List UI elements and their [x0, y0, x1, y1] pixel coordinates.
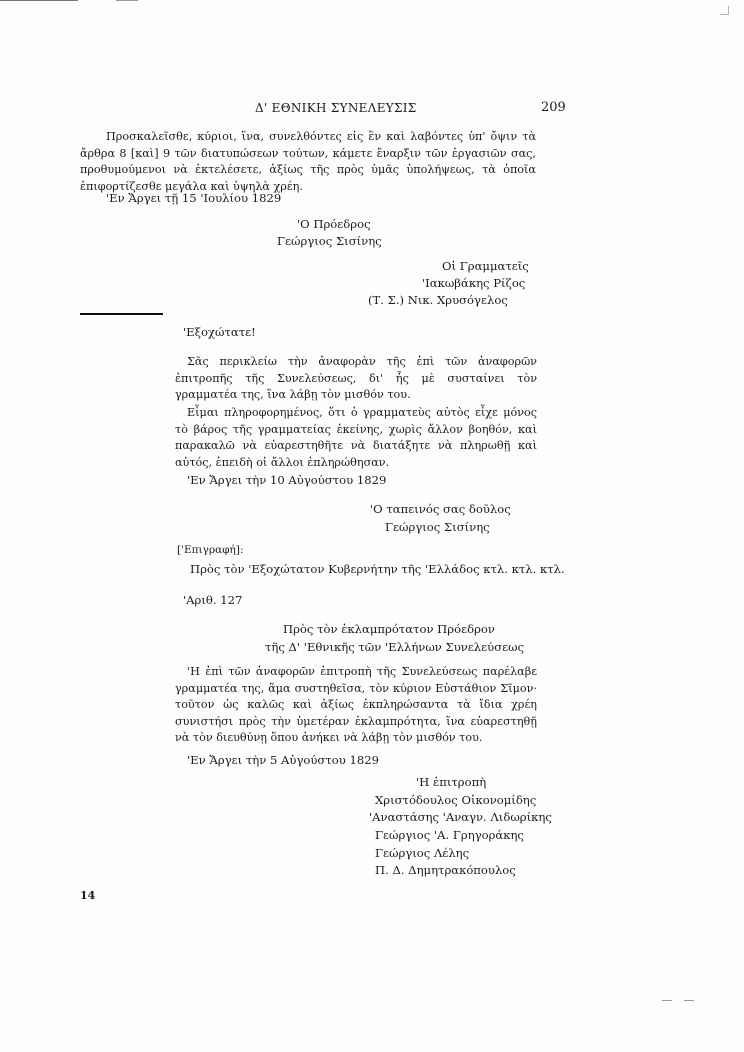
- page-number: 209: [541, 100, 566, 115]
- letter3-date: 'Εν Ἄργει τὴν 5 Αὐγούστου 1829: [187, 753, 379, 767]
- crop-mark: [720, 6, 729, 15]
- scan-edge-mark: [662, 1000, 672, 1001]
- letter1-president-title: 'Ο Πρόεδρος: [297, 217, 371, 231]
- scan-edge-mark: [684, 1000, 694, 1001]
- letter2-paragraph-2: Εἶμαι πληροφορημένος, ὅτι ὁ γραμματεὺς αὐτὸς εἶχε μόνος τὸ βάρος τῆς γραμματείας ἐκείνης, χωρὶς ἄλλον βοηθόν, καὶ παρακαλῶ νὰ εὐαρεστηθῆτε νὰ διατάξητε νὰ πληρωθῇ καὶ αὐτός, ἐπειδὴ οἱ ἄλλοι ἐπληρώθησαν.: [175, 406, 537, 469]
- committee-member: Χριστόδουλος Οἰκονομίδης: [375, 793, 537, 807]
- committee-member: Γεώργιος 'Α. Γρηγοράκης: [375, 828, 524, 842]
- letter1-secretary-1: 'Ιακωβάκης Ρίζος: [422, 276, 526, 290]
- letter1-body: Προσκαλεῖσθε, κύριοι, ἵνα, συνελθόντες εἰς ἓν καὶ λαβόντες ὑπ' ὄψιν τὰ ἄρθρα 8 [καὶ] 9 τῶν διατυπώσεων τούτων, κάμετε ἔναρξιν τῶν ἐργασιῶν σας, προθυμούμενοι νὰ ἐκτελέσετε, ἀξίως τῆς πρὸς ὑμᾶς ὑπολήψεως, τὰ ὁποῖα ἐπιφορτίζεσθε μεγάλα καὶ ὑψηλὰ χρέη.: [80, 130, 536, 193]
- letter3-body: 'Η ἐπὶ τῶν ἀναφορῶν ἐπιτροπὴ τῆς Συνελεύσεως παρέλαβε γραμματέα της, ἅμα συστηθεῖσα, τὸν κύριον Εὐστάθιον Σῖμον· τοῦτον ὡς καλῶς καὶ ἀξίως ἐκπληρώσαντα τὰ ἴδια χρέη συνιστήσι πρὸς τὴν ὑμετέραν ἐκλαμπρότητα, ἵνα εὐαρεστηθῇ νὰ τὸν διευθύνῃ ὅπου ἀνήκει νὰ λάβῃ τὸν μισθόν του.: [175, 665, 537, 744]
- letter1-president-name: Γεώργιος Σισίνης: [277, 234, 382, 248]
- letter2-date: 'Εν Ἄργει τὴν 10 Αὐγούστου 1829: [187, 473, 387, 487]
- committee-title: 'Η ἐπιτροπὴ: [416, 775, 487, 789]
- committee-member: Π. Δ. Δημητρακόπουλος: [375, 863, 516, 877]
- scan-edge-mark: [116, 0, 138, 1]
- letter1-secretary-2: (Τ. Σ.) Νικ. Χρυσόγελος: [368, 293, 508, 307]
- letter2-signature: Γεώργιος Σισίνης: [385, 520, 490, 534]
- signature-mark: 14: [80, 889, 96, 902]
- inscription-label: ['Επιγραφή]:: [177, 544, 244, 556]
- letter1-secretaries-title: Οἱ Γραμματεῖς: [442, 259, 529, 273]
- letter1-date: 'Εν Ἄργει τῇ 15 'Ιουλίου 1829: [106, 191, 282, 205]
- running-title: Δ' ΕΘΝΙΚΗ ΣΥΝΕΛΕΥΣΙΣ: [255, 101, 417, 115]
- letter2-salutation: 'Εξοχώτατε!: [183, 325, 256, 339]
- letter2-closing: 'Ο ταπεινός σας δοῦλος: [370, 502, 511, 516]
- letter3-addressee-line-2: τῆς Δ' 'Εθνικῆς τῶν 'Ελλήνων Συνελεύσεως: [265, 640, 525, 654]
- letter3-number: 'Αριθ. 127: [183, 593, 243, 607]
- scan-edge-mark: [0, 0, 78, 1]
- committee-member: 'Αναστάσης 'Αναγν. Λιδωρίκης: [369, 810, 552, 824]
- letter2-paragraph-1: Σᾶς περικλείω τὴν ἀναφορὰν τῆς ἐπὶ τῶν ἀναφορῶν ἐπιτροπῆς τῆς Συνελεύσεως, δι' ἧς μὲ συσταίνει τὸν γραμματέα της, ἵνα λάβῃ τὸν μισθόν του.: [175, 355, 537, 401]
- section-divider: [80, 313, 163, 315]
- inscription-text: Πρὸς τὸν 'Εξοχώτατον Κυβερνήτην τῆς 'Ελλάδος κτλ. κτλ. κτλ.: [190, 562, 565, 576]
- letter3-addressee-line-1: Πρὸς τὸν ἐκλαμπρότατον Πρόεδρον: [283, 622, 495, 636]
- committee-member: Γεώργιος Λέλης: [375, 846, 470, 860]
